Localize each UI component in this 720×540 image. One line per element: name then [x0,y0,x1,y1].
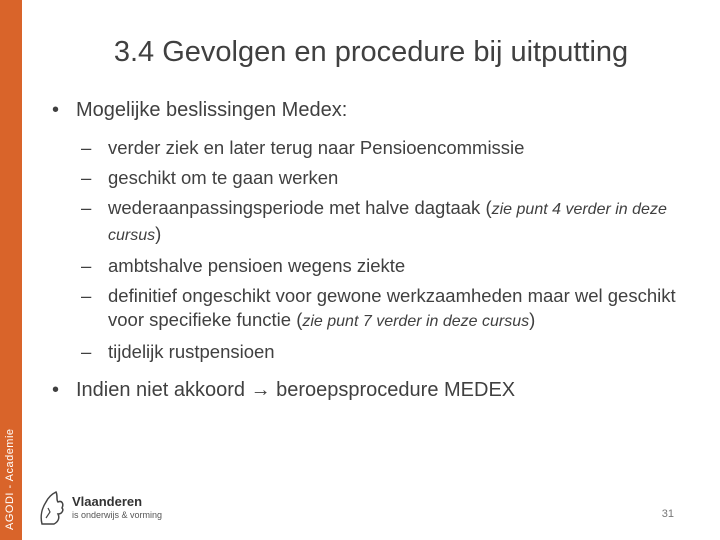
sub-bullet-text: tijdelijk rustpensioen [108,341,275,362]
bullet-text-post: beroepsprocedure MEDEX [270,379,516,401]
sub-bullet-text: wederaanpassingsperiode met halve dagtaak [108,197,486,218]
sub-bullet [48,284,698,334]
course-reference: zie punt 4 verder in deze cursus [108,201,667,244]
bullet-text-pre: Indien niet akkoord [76,379,251,401]
sub-bullet-text: ambtshalve pensioen wegens ziekte [108,255,406,276]
slide-content [48,98,698,416]
sub-bullet [48,340,698,364]
sub-bullet-text: definitief ongeschikt voor gewone werkzaamheden maar wel geschikt voor specifieke functie [108,285,676,330]
sub-bullet-text: verder ziek en later terug naar Pensioencommissie [108,137,525,158]
sidebar-strip [0,0,22,540]
logo-subtitle: is onderwijs & vorming [72,510,163,520]
paren-open: ( [296,309,303,330]
paren-close: ) [155,223,162,244]
arrow-right-icon: → [250,379,271,401]
page-number: 31 [661,508,674,520]
bullet-text: Mogelijke beslissingen Medex: [76,99,348,121]
dash-icon: – [81,167,92,188]
dash-icon: – [81,137,92,158]
sub-bullet-text: geschikt om te gaan werken [108,167,339,188]
sub-bullet [48,196,698,248]
slide-title: 3.4 Gevolgen en procedure bij uitputting [113,36,629,68]
paren-close: ) [529,309,536,330]
dash-icon: – [81,285,92,306]
bullet-decisions [48,98,698,122]
paren-open: ( [485,197,492,218]
sub-bullet [48,166,698,190]
bullet-dot-icon: • [52,379,60,401]
bullet-dot-icon: • [52,99,60,121]
dash-icon: – [81,197,92,218]
lion-icon [36,488,68,528]
sidebar-label: AGODI - Academie [4,428,16,530]
sub-bullet [48,136,698,160]
sub-bullet [48,254,698,278]
dash-icon: – [81,255,92,276]
logo-name: Vlaanderen [72,494,143,509]
vlaanderen-logo [36,488,196,528]
course-reference: zie punt 7 verder in deze cursus [302,313,530,330]
dash-icon: – [81,341,92,362]
bullet-appeal [48,378,698,402]
